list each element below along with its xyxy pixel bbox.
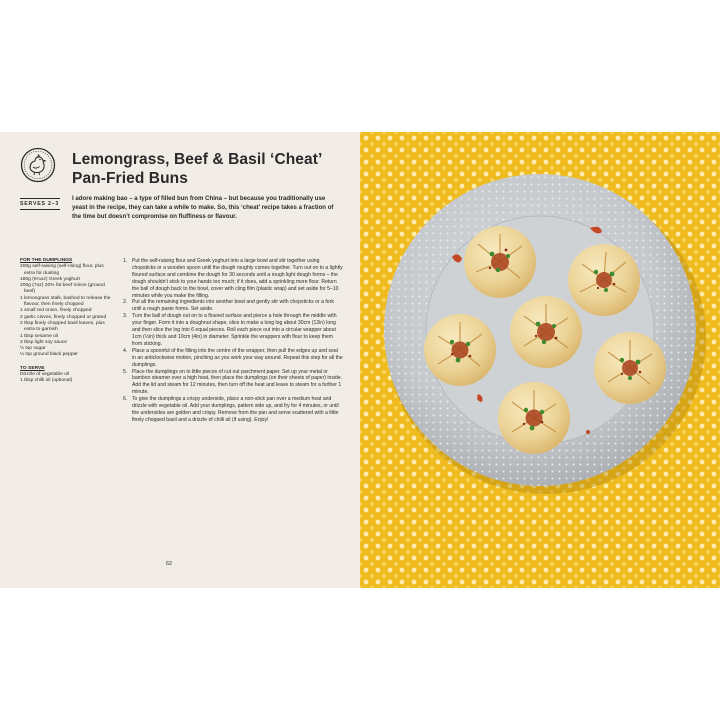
- ingredient-item: 1 lemongrass stalk, bashed to release the flavour, then finely chopped: [20, 295, 111, 308]
- dumpling: [498, 382, 570, 454]
- step-text: Place a spoonful of the filling into the centre of the wrapper, then pull the edges up and seal in an anticlockwise motion, pinching as you work your way around. Repeat this step for all the dumplings.: [132, 347, 343, 368]
- ingredients-column: [20, 258, 112, 385]
- method-step: [123, 313, 343, 348]
- dumpling: [568, 244, 640, 316]
- step-text: Put the self-raising flour and Greek yoghurt into a large bowl and stir together using chopsticks or a wooden spoon until the dough roughly comes together. Turn out on to a lightly floured surface and combine the dough for 30 seconds until a rough light dough forms – the dough shouldn’t stick to your hands too much; if it does, add a sprinkling more flour. Return the ball of dough back to the bowl, cover with cling film (plastic wrap) and set aside for 5–10 minutes while you make the filling.: [132, 258, 343, 299]
- ingredient-item: 2 tbsp light soy sauce: [20, 339, 68, 345]
- step-number: 1.: [123, 258, 128, 264]
- step-text: Place the dumplings on to little pieces of cut out parchment paper. Set up your metal or bamboo steamer over a high heat, then place the dumplings (on their sheets of paper) inside. Add the lid and steam for 12 minutes, then turn off the heat and leave to steam for a further 1 minute.: [132, 368, 343, 396]
- ingredient-item: 2 garlic cloves, finely chopped or grated: [20, 314, 107, 320]
- method-step: [123, 299, 343, 313]
- ingredient-item: 1 small red onion, finely chopped: [20, 308, 92, 314]
- food-photo-page: [360, 132, 720, 588]
- step-text: To give the dumplings a crispy underside, place a non-stick pan over a medium heat and drizzle with vegetable oil. Add your dumplings, pattern side up, and fry for 4 minutes, or until the undersides are golden and crispy. Remove from the pan and serve scattered with a little finely chopped basil and a drizzle of chilli oil (if using). Enjoy!: [132, 396, 339, 423]
- step-number: 6.: [123, 396, 128, 403]
- dumpling: [510, 296, 582, 368]
- chicken-emblem-icon: [20, 147, 56, 183]
- method-step: [123, 396, 343, 424]
- ingredients-list-dumplings: [20, 264, 112, 358]
- step-number: 4.: [123, 347, 128, 354]
- dumplings-plate-photo: [360, 132, 720, 588]
- ingredient-item: 1 tbsp chilli oil (optional): [20, 378, 73, 384]
- ingredient-item: 200g self-raising (self-rising) flour, plus extra for dusting: [20, 264, 104, 276]
- book-spread: [0, 132, 720, 588]
- recipe-page: [0, 132, 360, 588]
- ingredients-heading-dumplings: FOR THE DUMPLINGS: [20, 258, 73, 263]
- method-steps: [123, 258, 343, 424]
- ingredient-item: 2 tbsp finely chopped basil leaves, plus extra to garnish: [20, 320, 105, 333]
- ingredient-item: Drizzle of vegetable oil: [20, 372, 70, 378]
- dumpling: [464, 226, 536, 298]
- ingredient-item: 200g (7oz) 20% fat beef mince (ground beef): [20, 283, 105, 295]
- step-text: Put all the remaining ingredients into another bowl and gently stir with chopsticks or a fork until a rough paste forms. Set aside.: [132, 299, 334, 313]
- step-text: Turn the ball of dough out on to a floured surface and pierce a hole through the middle with your finger. Form it into a doughnut shape, slice to make a long log about 30cm (12in) long and then slice the log into 6 equal pieces. Roll each piece out into a circular wrapper about 1cm (½in) thick and 10cm (4in) in diameter. Sprinkle the wrappers with flour to keep them from sticking.: [132, 313, 337, 347]
- serves-label: SERVES 2–3: [20, 198, 60, 210]
- step-number: 3.: [123, 313, 128, 320]
- ingredients-heading-serve: TO SERVE: [20, 365, 45, 371]
- recipe-intro: I adore making bao – a type of filled bun from China – but because you traditionally use yeast in the recipe, they can take a while to make. So, this ‘cheat’ recipe takes a fraction of the time but doesn’t compromise on fluffiness or flavour.: [72, 195, 334, 220]
- dumpling: [594, 332, 666, 404]
- method-step: [123, 348, 343, 369]
- ingredient-item: 180g (6¼oz) Greek yoghurt: [20, 276, 80, 282]
- ingredient-item: ½ tsp sugar: [20, 346, 46, 352]
- step-number: 5.: [123, 368, 128, 375]
- ingredients-list-serve: [20, 372, 112, 385]
- ingredient-item: 1 tbsp sesame oil: [20, 333, 59, 339]
- recipe-title: Lemongrass, Beef & Basil ‘Cheat’ Pan-Fried Buns: [72, 151, 322, 187]
- page-number: 62: [166, 561, 172, 567]
- dumpling: [424, 314, 496, 386]
- ingredient-item: ¼ tsp ground black pepper: [20, 352, 78, 358]
- method-step: [123, 258, 343, 299]
- step-number: 2.: [123, 299, 128, 306]
- method-step: [123, 369, 343, 397]
